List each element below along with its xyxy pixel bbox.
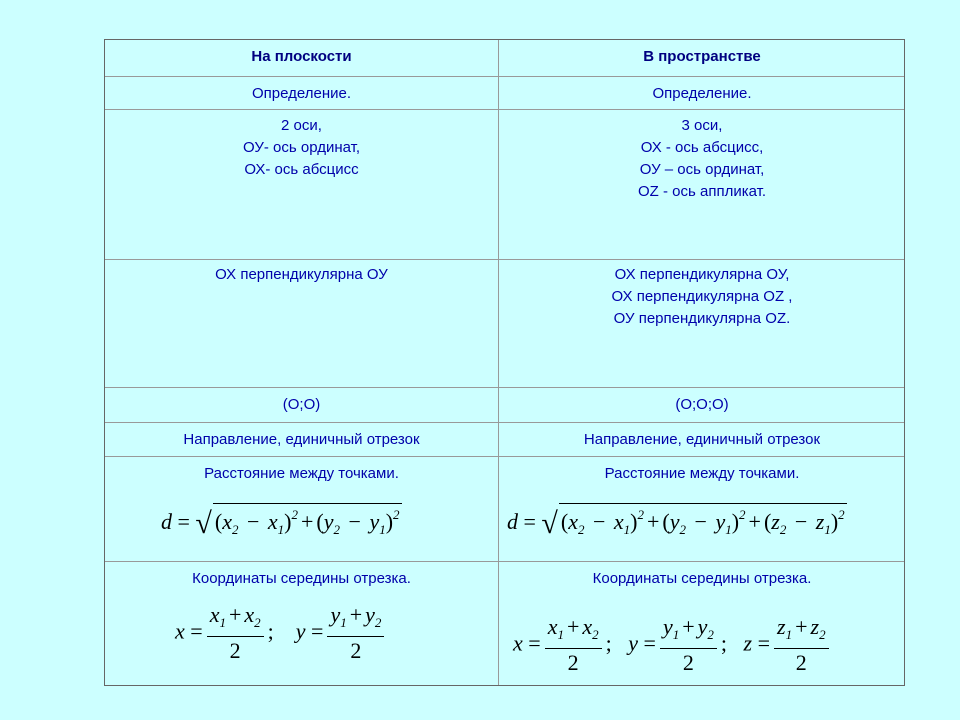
distance-formula-plane: d = √ $(x_2 - x_1)^2 + (y_2 - y_1)^2$ [161,503,402,541]
perpendicular-space-line: ОХ перпендикулярна OZ , [611,288,793,305]
axes-space-line: OZ - ось аппликат. [638,183,766,200]
axes-plane [105,110,499,259]
table-row-origin [105,387,904,422]
midpoint-plane-label: Координаты середины отрезка. [192,570,411,587]
origin-plane: (О;О) [105,388,499,422]
midpoint-formula-space: x = $\frac{x_1 + x_2}{2}$ ; y = $\frac{y_1 + y_2}{2}$ ; z = $\frac{z_1 + z_2}{2}$ [513,614,833,677]
definition-space: Определение. [652,85,752,102]
table-header-row [105,40,904,76]
table-row-distance [105,456,904,561]
axes-space [499,110,905,259]
axes-space-line: 3 оси, [681,117,723,134]
distance-space [499,457,905,561]
table-row-direction [105,422,904,456]
perpendicular-space-line: ОУ перпендикулярна OZ. [613,310,791,327]
definition-plane: Определение. [105,77,499,109]
perpendicular-plane-line: ОХ перпендикулярна ОУ [215,266,388,283]
midpoint-formula-plane: x = $\frac{x_1 + x_2}{2}$ ; y = $\frac{y_1 + y_2}{2}$ [175,602,388,665]
distance-plane [105,457,499,561]
axes-plane-line: ОУ- ось ординат, [243,139,360,156]
axes-plane-line: ОХ- ось абсцисс [244,161,359,178]
header-plane: На плоскости [105,40,499,76]
axes-plane-line: 2 оси, [281,117,322,134]
comparison-table [104,39,905,686]
perpendicular-plane [105,260,499,387]
table-row-axes [105,109,904,259]
table-row-definition [105,76,904,109]
axes-space-line: ОХ - ось абсцисс, [640,139,764,156]
direction-plane: Направление, единичный отрезок [105,423,499,456]
header-space: В пространстве [643,48,761,65]
perpendicular-space-line: ОХ перпендикулярна ОУ, [614,266,790,283]
midpoint-space [499,562,905,685]
distance-space-label: Расстояние между точками. [604,465,800,482]
origin-space: (О;О;О) [675,396,729,413]
perpendicular-space [499,260,905,387]
midpoint-space-label: Координаты середины отрезка. [592,570,812,587]
direction-space: Направление, единичный отрезок [583,431,821,448]
table-row-perpendicular [105,259,904,387]
midpoint-plane [105,562,499,685]
axes-space-line: ОУ – ось ординат, [639,161,765,178]
distance-formula-space: d = √ $(x_2 - x_1)^2 + (y_2 - y_1)^2 + (z_2 - z_1)^2$ [507,503,847,541]
distance-plane-label: Расстояние между точками. [204,465,399,482]
table-row-midpoint [105,561,904,685]
